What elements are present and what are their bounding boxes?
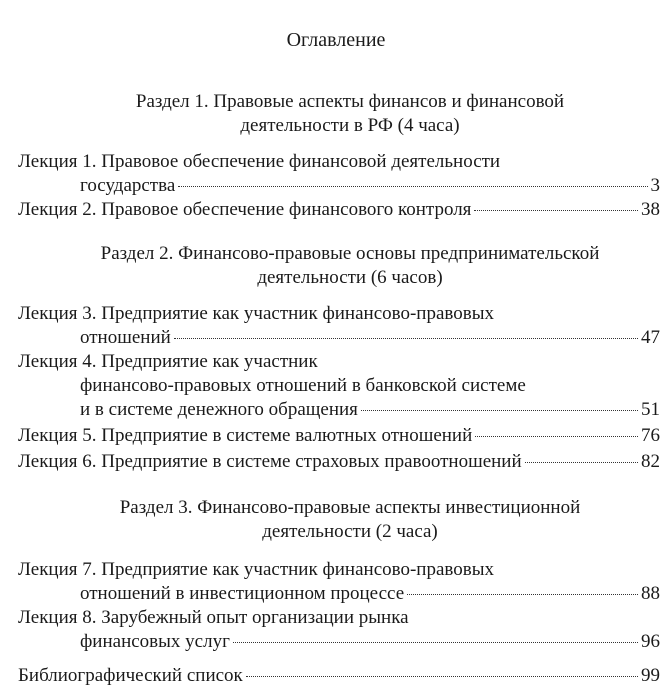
entry-last-line	[18, 664, 660, 688]
toc-entry-lecture-6	[18, 450, 660, 474]
entry-last-line	[18, 174, 660, 198]
section-2-heading	[30, 242, 670, 290]
toc-entry-lecture-1	[18, 150, 660, 198]
section-heading-line: Раздел 2. Финансово-правовые основы предпринимательской	[100, 243, 600, 264]
dot-leader	[525, 462, 638, 463]
dot-leader	[361, 410, 638, 411]
page-number: 88	[641, 583, 660, 604]
dot-leader	[475, 436, 638, 437]
page-number: 96	[641, 631, 660, 652]
dot-leader	[174, 338, 638, 339]
page-number: 38	[641, 199, 660, 220]
entry-text-line: Лекция 1. Правовое обеспечение финансовой деятельности	[18, 151, 501, 172]
page-number: 51	[641, 399, 660, 420]
dot-leader	[246, 676, 638, 677]
entry-text: финансовых услуг	[80, 631, 230, 652]
toc-entry-lecture-4	[18, 350, 660, 422]
toc-entry-lecture-2	[18, 198, 660, 222]
entry-text: отношений	[80, 327, 171, 348]
dot-leader	[407, 594, 638, 595]
entry-last-line	[18, 582, 660, 606]
dot-leader	[474, 210, 638, 211]
section-3-heading	[30, 496, 670, 544]
entry-text-line: Лекция 8. Зарубежный опыт организации рынка	[18, 607, 409, 628]
entry-text: и в системе денежного обращения	[80, 399, 358, 420]
entry-last-line	[18, 326, 660, 350]
toc-entry-bibliography	[18, 664, 660, 688]
toc-entry-lecture-3	[18, 302, 660, 350]
section-heading-line: Раздел 3. Финансово-правовые аспекты инвестиционной	[119, 497, 581, 518]
entry-last-line	[18, 398, 660, 422]
entry-text-line: финансово-правовых отношений в банковской системе	[80, 375, 526, 396]
dot-leader	[233, 642, 638, 643]
entry-last-line	[18, 630, 660, 654]
entry-text-line: Лекция 4. Предприятие как участник	[18, 351, 318, 372]
entry-text: государства	[80, 175, 176, 196]
entry-text-line: Лекция 7. Предприятие как участник финансово-правовых	[18, 559, 494, 580]
entry-text: отношений в инвестиционном процессе	[80, 583, 405, 604]
entry-text: Библиографический список	[18, 665, 243, 686]
entry-text-line: Лекция 3. Предприятие как участник финансово-правовых	[18, 303, 494, 324]
entry-text: Лекция 2. Правовое обеспечение финансового контроля	[18, 199, 472, 220]
entry-last-line	[18, 198, 660, 222]
page-number: 3	[650, 175, 660, 196]
entry-last-line	[18, 450, 660, 474]
dot-leader	[178, 186, 647, 187]
page-number: 76	[641, 425, 660, 446]
entry-last-line	[18, 424, 660, 448]
toc-entry-lecture-8	[18, 606, 660, 654]
section-heading-line: Раздел 1. Правовые аспекты финансов и финансовой	[135, 91, 565, 112]
section-1-heading	[30, 90, 670, 138]
page-number: 47	[641, 327, 660, 348]
entry-text: Лекция 5. Предприятие в системе валютных отношений	[18, 425, 473, 446]
section-heading-line: деятельности (2 часа)	[262, 521, 438, 542]
page-number: 82	[641, 451, 660, 472]
entry-text: Лекция 6. Предприятие в системе страховых правоотношений	[18, 451, 522, 472]
toc-entry-lecture-5	[18, 424, 660, 448]
section-heading-line: деятельности в РФ (4 часа)	[240, 115, 460, 136]
section-heading-line: деятельности (6 часов)	[257, 267, 443, 288]
toc-title: Оглавление	[286, 29, 386, 51]
page-number: 99	[641, 665, 660, 686]
toc-entry-lecture-7	[18, 558, 660, 606]
